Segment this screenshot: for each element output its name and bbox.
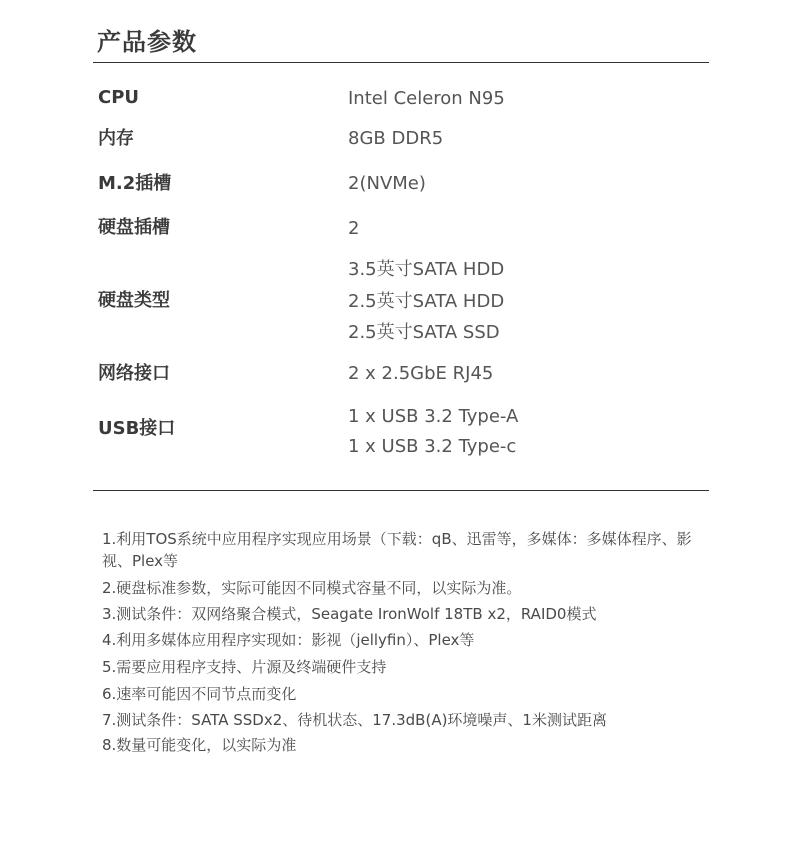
spec-label-drive-types: 硬盘类型 xyxy=(98,290,170,311)
spec-value-drive-type-1: 3.5英寸SATA HDD xyxy=(348,259,505,280)
footnote-3: 3.测试条件：双网络聚合模式，Seagate IronWolf 18TB x2，RAID0模式 xyxy=(102,605,597,623)
spec-value-network: 2 x 2.5GbE RJ45 xyxy=(348,363,494,384)
spec-label-drive-bays: 硬盘插槽 xyxy=(98,217,170,238)
spec-label-m2-slots: M.2插槽 xyxy=(98,173,172,194)
bottom-divider xyxy=(93,490,709,491)
spec-value-cpu: Intel Celeron N95 xyxy=(348,88,505,109)
spec-value-usb-c: 1 x USB 3.2 Type-c xyxy=(348,436,517,457)
spec-label-memory: 内存 xyxy=(98,128,134,149)
footnote-1: 1.利用TOS系统中应用程序实现应用场景（下载：qB、迅雷等，多媒体：多媒体程序、影视、Plex等 xyxy=(102,530,692,570)
section-title: 产品参数 xyxy=(97,28,197,56)
spec-value-memory: 8GB DDR5 xyxy=(348,128,444,149)
spec-label-usb: USB接口 xyxy=(98,418,176,439)
spec-value-drive-type-2: 2.5英寸SATA HDD xyxy=(348,291,505,312)
spec-value-drive-bays: 2 xyxy=(348,218,360,239)
footnote-5: 5.需要应用程序支持、片源及终端硬件支持 xyxy=(102,658,387,676)
spec-value-drive-type-3: 2.5英寸SATA SSD xyxy=(348,322,500,343)
spec-label-cpu: CPU xyxy=(98,87,140,108)
footnote-6: 6.速率可能因不同节点而变化 xyxy=(102,685,297,703)
spec-value-usb-a: 1 x USB 3.2 Type-A xyxy=(348,406,519,427)
footnote-7: 7.测试条件：SATA SSDx2、待机状态、17.3dB(A)环境噪声、1米测试距离 xyxy=(102,711,607,729)
spec-label-network: 网络接口 xyxy=(98,363,170,384)
footnote-8: 8.数量可能变化，以实际为准 xyxy=(102,736,297,754)
footnote-2: 2.硬盘标准参数，实际可能因不同模式容量不同，以实际为准。 xyxy=(102,579,522,597)
top-divider xyxy=(93,62,709,63)
spec-value-m2-slots: 2(NVMe) xyxy=(348,173,426,194)
footnote-4: 4.利用多媒体应用程序实现如：影视（jellyfin）、Plex等 xyxy=(102,631,475,649)
